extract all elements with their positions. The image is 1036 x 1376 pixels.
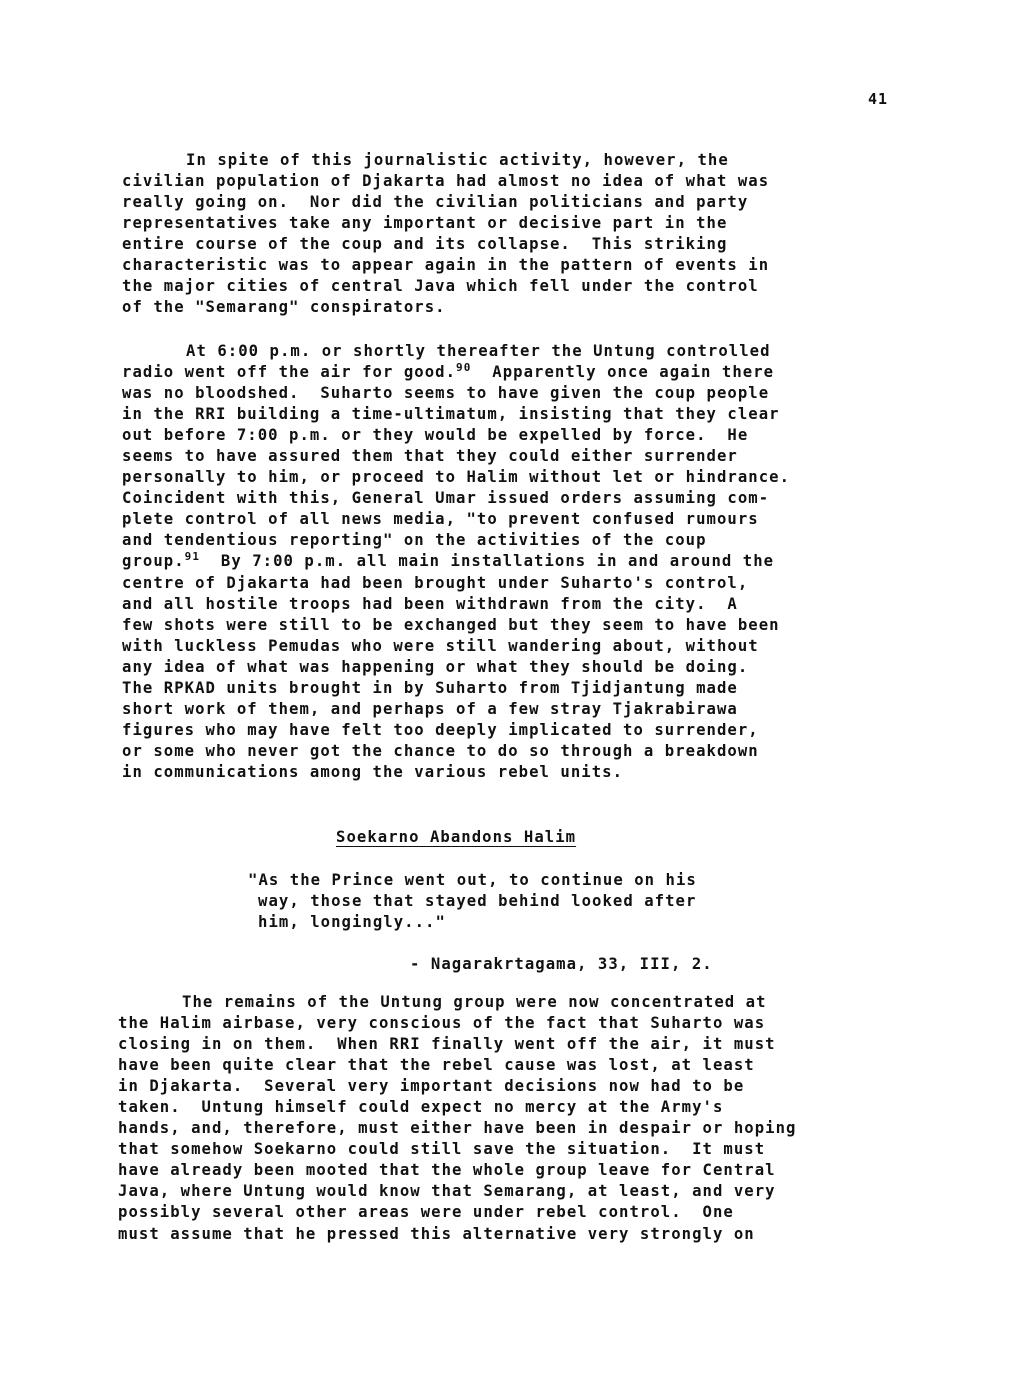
epigraph-line: "As the Prince went out, to continue on his [248, 871, 697, 889]
page-number: 41 [868, 90, 889, 108]
text-line: hands, and, therefore, must either have been in despair or hoping [118, 1119, 797, 1138]
text-line: seems to have assured them that they could either surrender [122, 447, 738, 466]
text-line: characteristic was to appear again in the pattern of events in [122, 256, 770, 275]
paragraph-3 [118, 992, 948, 1245]
text-line: was no bloodshed. Suharto seems to have given the coup people [122, 384, 770, 403]
text-line: and all hostile troops had been withdrawn from the city. A [122, 594, 738, 613]
epigraph-line: way, those that stayed behind looked after [258, 892, 697, 911]
text-line: short work of them, and perhaps of a few stray Tjakrabirawa [122, 699, 738, 718]
epigraph-attribution: - Nagarakrtagama, 33, III, 2. [410, 955, 713, 973]
text-line: must assume that he pressed this alternative very strongly on [118, 1224, 755, 1243]
text-line: closing in on them. When RRI finally went off the air, it must [118, 1035, 776, 1054]
text-line: taken. Untung himself could expect no mercy at the Army's [118, 1098, 724, 1117]
text-line: out before 7:00 p.m. or they would be expelled by force. He [122, 426, 749, 445]
text-line: The RPKAD units brought in by Suharto from Tjidjantung made [122, 678, 738, 697]
text-line: have already been mooted that the whole group leave for Central [118, 1161, 776, 1180]
text-fragment: radio went off the air for good. [122, 363, 457, 382]
text-line: in Djakarta. Several very important decisions now had to be [118, 1077, 745, 1096]
text-line: entire course of the coup and its collapse. This striking [122, 235, 728, 254]
text-line: figures who may have felt too deeply implicated to surrender, [122, 720, 759, 739]
text-line: Coincident with this, General Umar issued orders assuming com- [122, 489, 770, 508]
footnote-marker-90: 90 [456, 360, 472, 374]
text-line: few shots were still to be exchanged but they seem to have been [122, 615, 780, 634]
epigraph [248, 870, 697, 933]
text-line: any idea of what was happening or what they should be doing. [122, 657, 749, 676]
text-line: Java, where Untung would know that Semarang, at least, and very [118, 1182, 776, 1201]
section-heading: Soekarno Abandons Halim [336, 828, 577, 846]
text-line: the major cities of central Java which fell under the control [122, 277, 759, 296]
text-line: or some who never got the chance to do so through a breakdown [122, 741, 759, 760]
text-line: that somehow Soekarno could still save the situation. It must [118, 1140, 766, 1159]
paragraph-1 [122, 150, 952, 318]
text-line: personally to him, or proceed to Halim without let or hindrance. [122, 468, 791, 487]
epigraph-line: him, longingly..." [258, 913, 446, 932]
text-line: plete control of all news media, "to prevent confused rumours [122, 510, 759, 529]
text-line: centre of Djakarta had been brought under Suharto's control, [122, 573, 749, 592]
text-line: and tendentious reporting" on the activities of the coup [122, 531, 707, 550]
text-line: have been quite clear that the rebel cause was lost, at least [118, 1056, 755, 1075]
footnote-marker-91: 91 [184, 550, 200, 564]
text-fragment: Apparently once again there [471, 363, 775, 382]
text-line [122, 362, 952, 383]
text-line: representatives take any important or decisive part in the [122, 214, 728, 233]
text-line [122, 551, 952, 572]
text-line: of the "Semarang" conspirators. [122, 298, 446, 317]
text-line: with luckless Pemudas who were still wandering about, without [122, 636, 759, 655]
text-line: In spite of this journalistic activity, however, the [186, 151, 729, 169]
text-line: really going on. Nor did the civilian politicians and party [122, 193, 749, 212]
text-line: civilian population of Djakarta had almost no idea of what was [122, 172, 770, 191]
text-line: in communications among the various rebel units. [122, 762, 624, 781]
text-fragment: By 7:00 p.m. all main installations in and around the [200, 552, 775, 571]
text-line: in the RRI building a time-ultimatum, insisting that they clear [122, 405, 780, 424]
text-line: the Halim airbase, very conscious of the fact that Suharto was [118, 1014, 766, 1033]
text-line: At 6:00 p.m. or shortly thereafter the Untung controlled [186, 342, 771, 360]
paragraph-2 [122, 341, 952, 783]
text-fragment: group. [122, 552, 185, 571]
text-line: The remains of the Untung group were now concentrated at [182, 993, 767, 1011]
text-line: possibly several other areas were under rebel control. One [118, 1203, 734, 1222]
